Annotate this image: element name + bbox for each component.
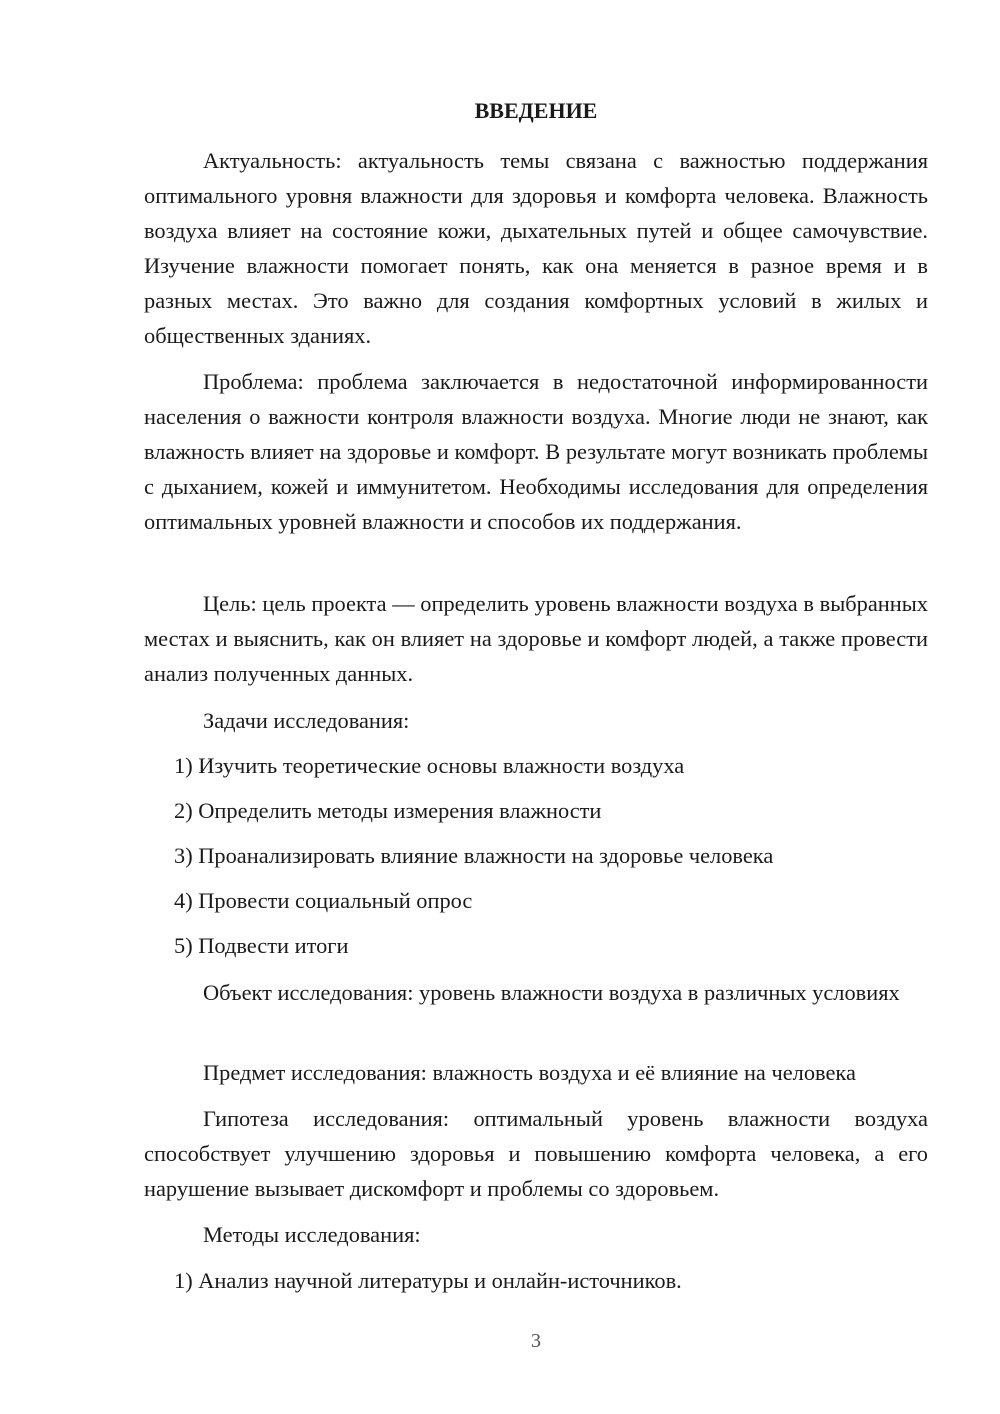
object-paragraph: Объект исследования: уровень влажности воздуха в различных условиях [203, 980, 900, 1005]
task-item: 5) Подвести итоги [174, 933, 349, 958]
method-item: 1) Анализ научной литературы и онлайн-источников. [174, 1268, 682, 1293]
tasks-heading: Задачи исследования: [203, 708, 410, 733]
page-number: 3 [531, 1330, 541, 1352]
task-item: 4) Провести социальный опрос [174, 888, 473, 913]
goal-paragraph: Цель: цель проекта — определить уровень влажности воздуха в выбранных местах и выяснить, как он влияет на здоровье и комфорт людей, а также провести анализ полученных данных. [144, 591, 928, 686]
task-item: 1) Изучить теоретические основы влажности воздуха [174, 753, 685, 778]
task-item: 3) Проанализировать влияние влажности на здоровье человека [174, 843, 774, 868]
hypothesis-paragraph: Гипотеза исследования: оптимальный уровень влажности воздуха способствует улучшению здоровья и повышению комфорта человека, а его нарушение вызывает дискомфорт и проблемы со здоровьем. [144, 1106, 928, 1201]
task-item: 2) Определить методы измерения влажности [174, 798, 602, 823]
methods-heading: Методы исследования: [203, 1222, 421, 1247]
document-page [144, 0, 928, 1414]
problem-paragraph: Проблема: проблема заключается в недостаточной информированности населения о важности контроля влажности воздуха. Многие люди не знают, как влажность влияет на здоровье и комфорт. В результате могут возникать проблемы с дыханием, кожей и иммунитетом. Необходимы исследования для определения оптимальных уровней влажности и способов их поддержания. [144, 369, 928, 534]
subject-paragraph: Предмет исследования: влажность воздуха и её влияние на человека [203, 1060, 856, 1085]
relevance-paragraph: Актуальность: актуальность темы связана с важностью поддержания оптимального уровня влажности для здоровья и комфорта человека. Влажность воздуха влияет на состояние кожи, дыхательных путей и общее самочувствие. Изучение влажности помогает понять, как она меняется в разное время и в разных местах. Это важно для создания комфортных условий в жилых и общественных зданиях. [144, 148, 928, 348]
section-title: ВВЕДЕНИЕ [474, 98, 598, 123]
